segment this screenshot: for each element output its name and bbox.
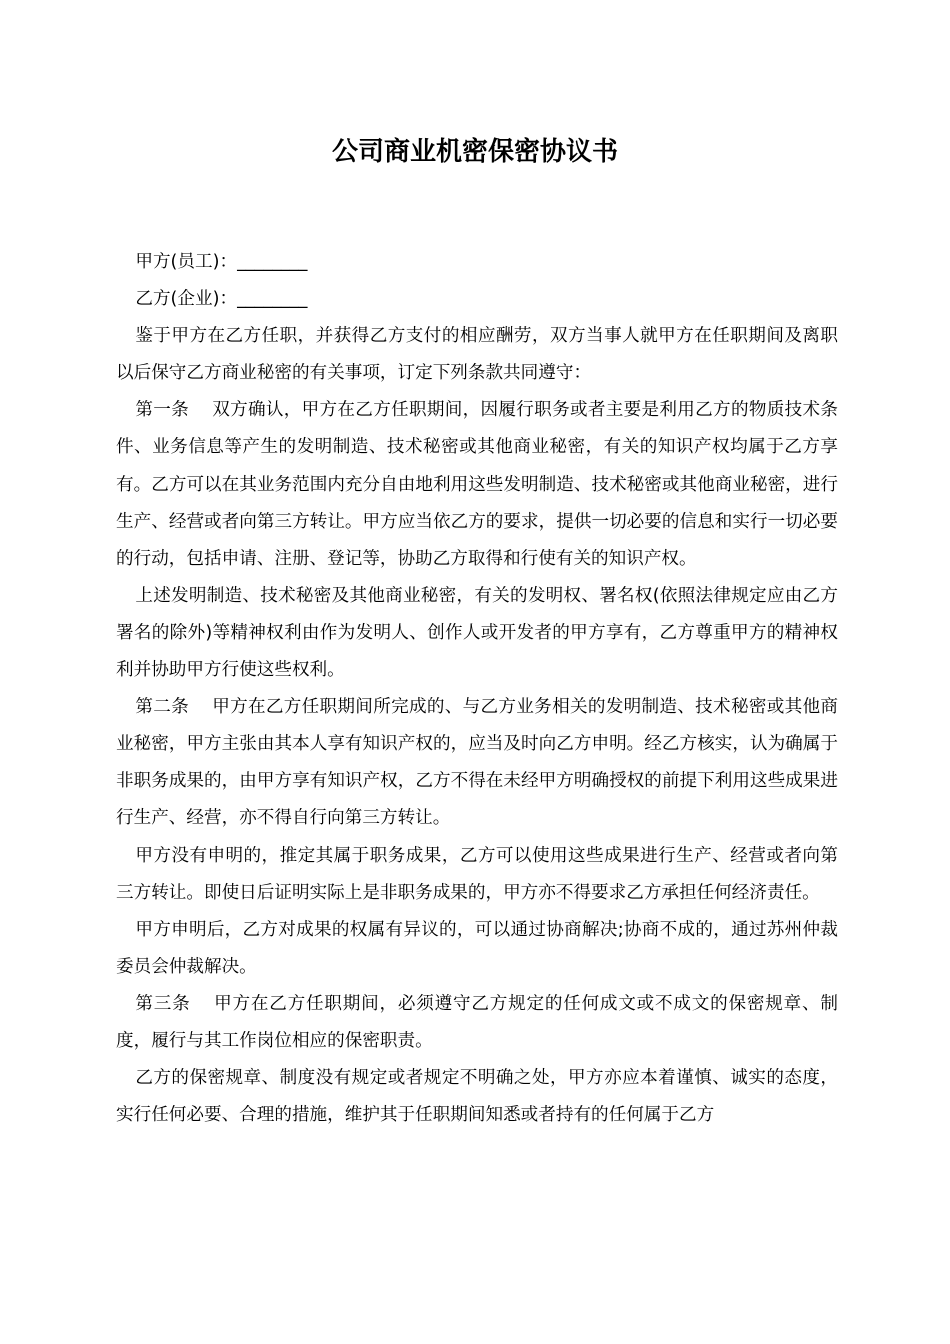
article-3-heading: 第三条 [135, 993, 191, 1014]
article-3-paragraph [116, 986, 838, 1060]
party-b-value: ________ [237, 289, 308, 310]
party-a-label: 甲方(员工)： [135, 252, 238, 272]
party-a-line [116, 244, 838, 281]
article-2-heading: 第二条 [135, 697, 190, 718]
party-b-line [116, 281, 838, 318]
article-2-paragraph [116, 689, 838, 837]
article-3-text: 甲方在乙方任职期间，必须遵守乙方规定的任何成文或不成文的保密规章、制度，履行与其工作岗位相应的保密职责。 [116, 993, 838, 1051]
preamble-paragraph: 鉴于甲方在乙方任职，并获得乙方支付的相应酬劳，双方当事人就甲方在任职期间及离职以后保守乙方商业秘密的有关事项，订定下列条款共同遵守： [116, 326, 838, 384]
party-a-value: ________ [237, 252, 308, 272]
document-body [116, 244, 838, 1134]
article-1-paragraph-2: 上述发明制造、技术秘密及其他商业秘密，有关的发明权、署名权(依照法律规定应由乙方署名的除外)等精神权利由作为发明人、创作人或开发者的甲方享有，乙方尊重甲方的精神权利并协助甲方行使这些权利。 [116, 585, 838, 681]
article-2-paragraph-2: 甲方没有申明的，推定其属于职务成果，乙方可以使用这些成果进行生产、经营或者向第三方转让。即使日后证明实际上是非职务成果的，甲方亦不得要求乙方承担任何经济责任。 [116, 845, 838, 903]
article-1-heading: 第一条 [135, 400, 190, 421]
document-title: 公司商业机密保密协议书 [331, 137, 618, 167]
article-1-text: 双方确认，甲方在乙方任职期间，因履行职务或者主要是利用乙方的物质技术条件、业务信息等产生的发明制造、技术秘密或其他商业秘密，有关的知识产权均属于乙方享有。乙方可以在其业务范围内充分自由地利用这些发明制造、技术秘密或其他商业秘密，进行生产、经营或者向第三方转让。甲方应当依乙方的要求，提供一切必要的信息和实行一切必要的行动，包括申请、注册、登记等，协助乙方取得和行使有关的知识产权。 [116, 400, 838, 569]
party-b-label: 乙方(企业)： [135, 289, 238, 310]
article-2-text: 甲方在乙方任职期间所完成的、与乙方业务相关的发明制造、技术秘密或其他商业秘密，甲方主张由其本人享有知识产权的，应当及时向乙方申明。经乙方核实，认为确属于非职务成果的，由甲方享有知识产权，乙方不得在未经甲方明确授权的前提下利用这些成果进行生产、经营，亦不得自行向第三方转让。 [116, 697, 838, 829]
article-1-paragraph [116, 392, 838, 577]
article-2-paragraph-3: 甲方申明后，乙方对成果的权属有异议的，可以通过协商解决;协商不成的，通过苏州仲裁委员会仲裁解决。 [116, 919, 838, 977]
article-3-paragraph-2: 乙方的保密规章、制度没有规定或者规定不明确之处，甲方亦应本着谨慎、诚实的态度，实行任何必要、合理的措施，维护其于任职期间知悉或者持有的任何属于乙方 [116, 1068, 838, 1126]
